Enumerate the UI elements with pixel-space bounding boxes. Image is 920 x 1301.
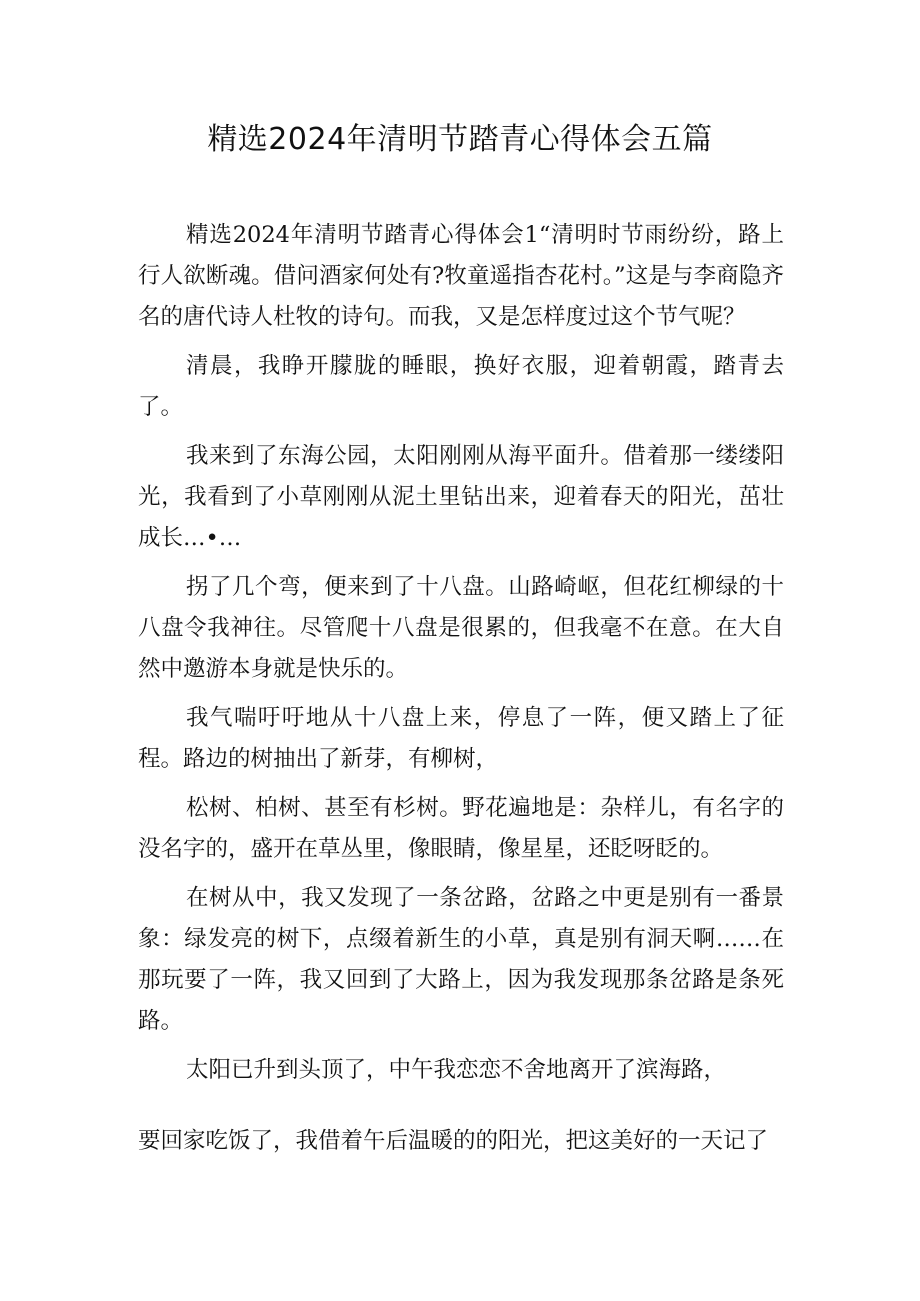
paragraph-morning: 清晨，我睁开朦胧的睡眼，换好衣服，迎着朝霞，踏青去了。 [138, 353, 784, 420]
document-title: 精选2024年清明节踏青心得体会五篇 [207, 122, 713, 157]
paragraph-park: 我来到了东海公园，太阳刚刚从海平面升。借着那一缕缕阳光，我看到了小草刚刚从泥土里钻出来，迎着春天的阳光，茁壮成长…•… [138, 443, 784, 551]
paragraph-trees: 松树、柏树、甚至有杉树。野花遍地是：杂样儿，有名字的没名字的，盛开在草丛里，像眼睛，像星星，还眨呀眨的。 [138, 795, 784, 862]
paragraph-climb: 我气喘吁吁地从十八盘上来，停息了一阵，便又踏上了征程。路边的树抽出了新芽，有柳树， [138, 705, 784, 772]
paragraph-noon: 太阳已升到头顶了，中午我恋恋不舍地离开了滨海路， [186, 1057, 727, 1083]
document-body [138, 215, 784, 1162]
paragraph-fork-road: 在树从中，我又发现了一条岔路，岔路之中更是别有一番景象：绿发亮的树下，点缀着新生的小草，真是别有洞天啊……在那玩要了一阵，我又回到了大路上，因为我发现那条岔路是条死路。 [138, 885, 784, 1034]
paragraph-going-home: 要回家吃饭了，我借着午后温暖的的阳光，把这美好的一天记了 [138, 1128, 769, 1154]
paragraph-eighteen-turns: 拐了几个弯，便来到了十八盘。山路崎岖，但花红柳绿的十八盘令我神往。尽管爬十八盘是很累的，但我毫不在意。在大自然中邀游本身就是快乐的。 [138, 574, 784, 682]
paragraph-intro: 精选2024年清明节踏青心得体会1“清明时节雨纷纷，路上行人欲断魂。借问酒家何处有?牧童遥指杏花村。”这是与李商隐齐名的唐代诗人杜牧的诗句。而我，又是怎样度过这个节气呢？ [138, 222, 784, 330]
